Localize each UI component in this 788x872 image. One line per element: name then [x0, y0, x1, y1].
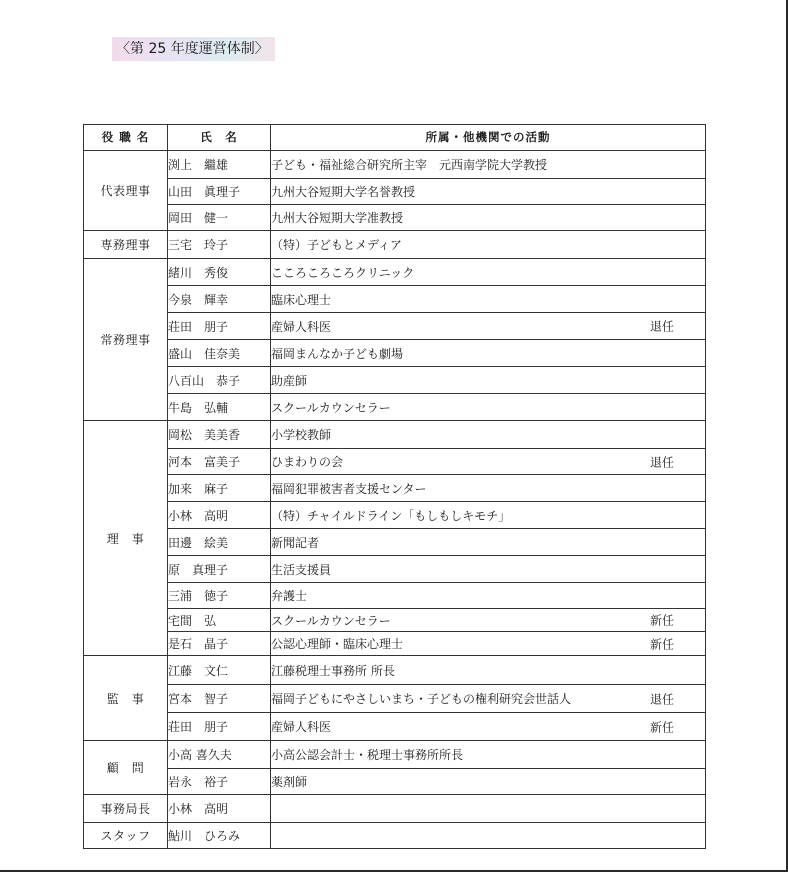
affiliation-text: 九州大谷短期大学名誉教授: [271, 185, 416, 199]
affiliation-cell: [271, 475, 706, 502]
affiliation-cell: [271, 529, 706, 556]
table-row: [84, 583, 706, 609]
header-role: 役 職 名: [84, 125, 168, 151]
role-cell: 顧 問: [84, 741, 168, 795]
table-row: [84, 741, 706, 769]
affiliation-text: ひまわりの会: [271, 455, 344, 469]
table-row: [84, 502, 706, 529]
member-name: 岡松 美美香: [168, 421, 271, 449]
status-badge: 新任: [650, 613, 675, 628]
affiliation-cell: [271, 713, 706, 741]
table-row: [84, 179, 706, 205]
affiliation-cell: [271, 795, 706, 823]
page-title: 〈第 25 年度運営体制〉: [112, 37, 275, 61]
affiliation-text: 弁護士: [271, 589, 308, 603]
role-cell: 事務局長: [84, 795, 168, 823]
affiliation-text: 福岡子どもにやさしいまち・子どもの権利研究会世話人: [271, 692, 572, 706]
table-row: [84, 286, 706, 313]
table-row: [84, 656, 706, 685]
header-affiliation: 所属・他機関での活動: [271, 125, 706, 151]
affiliation-cell: [271, 151, 706, 179]
header-name: 氏 名: [168, 125, 271, 151]
table-row: [84, 367, 706, 394]
status-badge: 退任: [650, 455, 675, 469]
table-row: [84, 394, 706, 421]
role-cell: 監 事: [84, 656, 168, 741]
status-badge: 新任: [650, 720, 675, 734]
member-name: 田邊 絵美: [168, 529, 271, 556]
affiliation-cell: [271, 632, 706, 656]
affiliation-text: （特）チャイルドライン「もしもしキモチ」: [271, 508, 511, 523]
role-cell: スタッフ: [84, 823, 168, 849]
table-row: [84, 556, 706, 583]
affiliation-cell: [271, 340, 706, 367]
member-name: 岩永 裕子: [168, 769, 271, 795]
table-row: [84, 205, 706, 231]
member-name: 河本 富美子: [168, 449, 271, 475]
table-row: [84, 632, 706, 656]
table-row: [84, 151, 706, 179]
affiliation-text: 助産師: [271, 373, 308, 388]
table-row: [84, 823, 706, 849]
member-name: 小高 喜久夫: [168, 741, 271, 769]
affiliation-text: 小高公認会計士・税理士事務所所長: [271, 748, 464, 762]
affiliation-cell: [271, 367, 706, 394]
affiliation-cell: [271, 556, 706, 583]
affiliation-text: 薬剤師: [271, 775, 308, 789]
member-name: 原 真理子: [168, 556, 271, 583]
affiliation-cell: [271, 421, 706, 449]
affiliation-cell: [271, 769, 706, 795]
role-cell: 代表理事: [84, 151, 168, 231]
member-name: 宮本 智子: [168, 685, 271, 713]
affiliation-text: 産婦人科医: [271, 720, 332, 734]
status-badge: 退任: [650, 692, 675, 706]
table-row: [84, 231, 706, 259]
member-name: 鮎川 ひろみ: [168, 823, 271, 849]
affiliation-text: 江藤税理士事務所 所長: [271, 663, 395, 678]
affiliation-text: 福岡まんなか子ども劇場: [271, 346, 404, 361]
table-row: [84, 769, 706, 795]
table-row: [84, 421, 706, 449]
table-row: [84, 340, 706, 367]
member-name: 荘田 朋子: [168, 313, 271, 340]
table-header-row: [84, 125, 706, 151]
member-name: 山田 眞理子: [168, 179, 271, 205]
member-name: 盛山 佳奈美: [168, 340, 271, 367]
member-name: 三浦 徳子: [168, 583, 271, 609]
table-row: [84, 449, 706, 475]
affiliation-text: スクールカウンセラー: [271, 613, 391, 628]
table-row: [84, 713, 706, 741]
affiliation-cell: [271, 231, 706, 259]
affiliation-cell: [271, 609, 706, 632]
member-name: 小林 高明: [168, 502, 271, 529]
affiliation-text: スクールカウンセラー: [271, 400, 391, 415]
affiliation-text: 福岡犯罪被害者支援センター: [271, 481, 427, 496]
member-name: 加来 麻子: [168, 475, 271, 502]
affiliation-cell: [271, 259, 706, 286]
officers-table: [83, 124, 706, 849]
member-name: 渕上 繼雄: [168, 151, 271, 179]
table-row: [84, 313, 706, 340]
table-row: [84, 609, 706, 632]
affiliation-cell: [271, 179, 706, 205]
member-name: 牛島 弘輔: [168, 394, 271, 421]
table-row: [84, 475, 706, 502]
role-cell: 専務理事: [84, 231, 168, 259]
member-name: 八百山 恭子: [168, 367, 271, 394]
affiliation-cell: [271, 286, 706, 313]
affiliation-cell: [271, 394, 706, 421]
member-name: 江藤 文仁: [168, 656, 271, 685]
affiliation-cell: [271, 583, 706, 609]
affiliation-cell: [271, 823, 706, 849]
affiliation-text: 小学校教師: [271, 428, 332, 442]
member-name: 緒川 秀俊: [168, 259, 271, 286]
affiliation-text: 生活支援員: [271, 562, 332, 577]
table-row: [84, 529, 706, 556]
member-name: 小林 高明: [168, 795, 271, 823]
affiliation-text: 臨床心理士: [271, 292, 332, 307]
affiliation-text: 公認心理師・臨床心理士: [271, 637, 404, 651]
role-cell: 常務理事: [84, 259, 168, 421]
affiliation-cell: [271, 685, 706, 713]
member-name: 三宅 玲子: [168, 231, 271, 259]
member-name: 宅間 弘: [168, 609, 271, 632]
affiliation-cell: [271, 449, 706, 475]
affiliation-text: 新聞記者: [271, 535, 320, 550]
affiliation-text: （特）子どもとメディア: [271, 238, 403, 252]
table-row: [84, 795, 706, 823]
member-name: 今泉 輝幸: [168, 286, 271, 313]
affiliation-cell: [271, 205, 706, 231]
affiliation-cell: [271, 502, 706, 529]
affiliation-text: 九州大谷短期大学准教授: [271, 211, 404, 225]
affiliation-text: 子ども・福祉総合研究所主宰 元西南学院大学教授: [271, 158, 548, 172]
affiliation-cell: [271, 656, 706, 685]
member-name: 荘田 朋子: [168, 713, 271, 741]
status-badge: 新任: [650, 637, 675, 651]
table-row: [84, 259, 706, 286]
status-badge: 退任: [650, 319, 675, 334]
member-name: 是石 晶子: [168, 632, 271, 656]
role-cell: 理 事: [84, 421, 168, 656]
affiliation-text: こころころころクリニック: [271, 265, 415, 280]
table-row: [84, 685, 706, 713]
member-name: 岡田 健一: [168, 205, 271, 231]
affiliation-cell: [271, 741, 706, 769]
officers-table-body: [84, 151, 706, 849]
affiliation-cell: [271, 313, 706, 340]
affiliation-text: 産婦人科医: [271, 319, 332, 334]
